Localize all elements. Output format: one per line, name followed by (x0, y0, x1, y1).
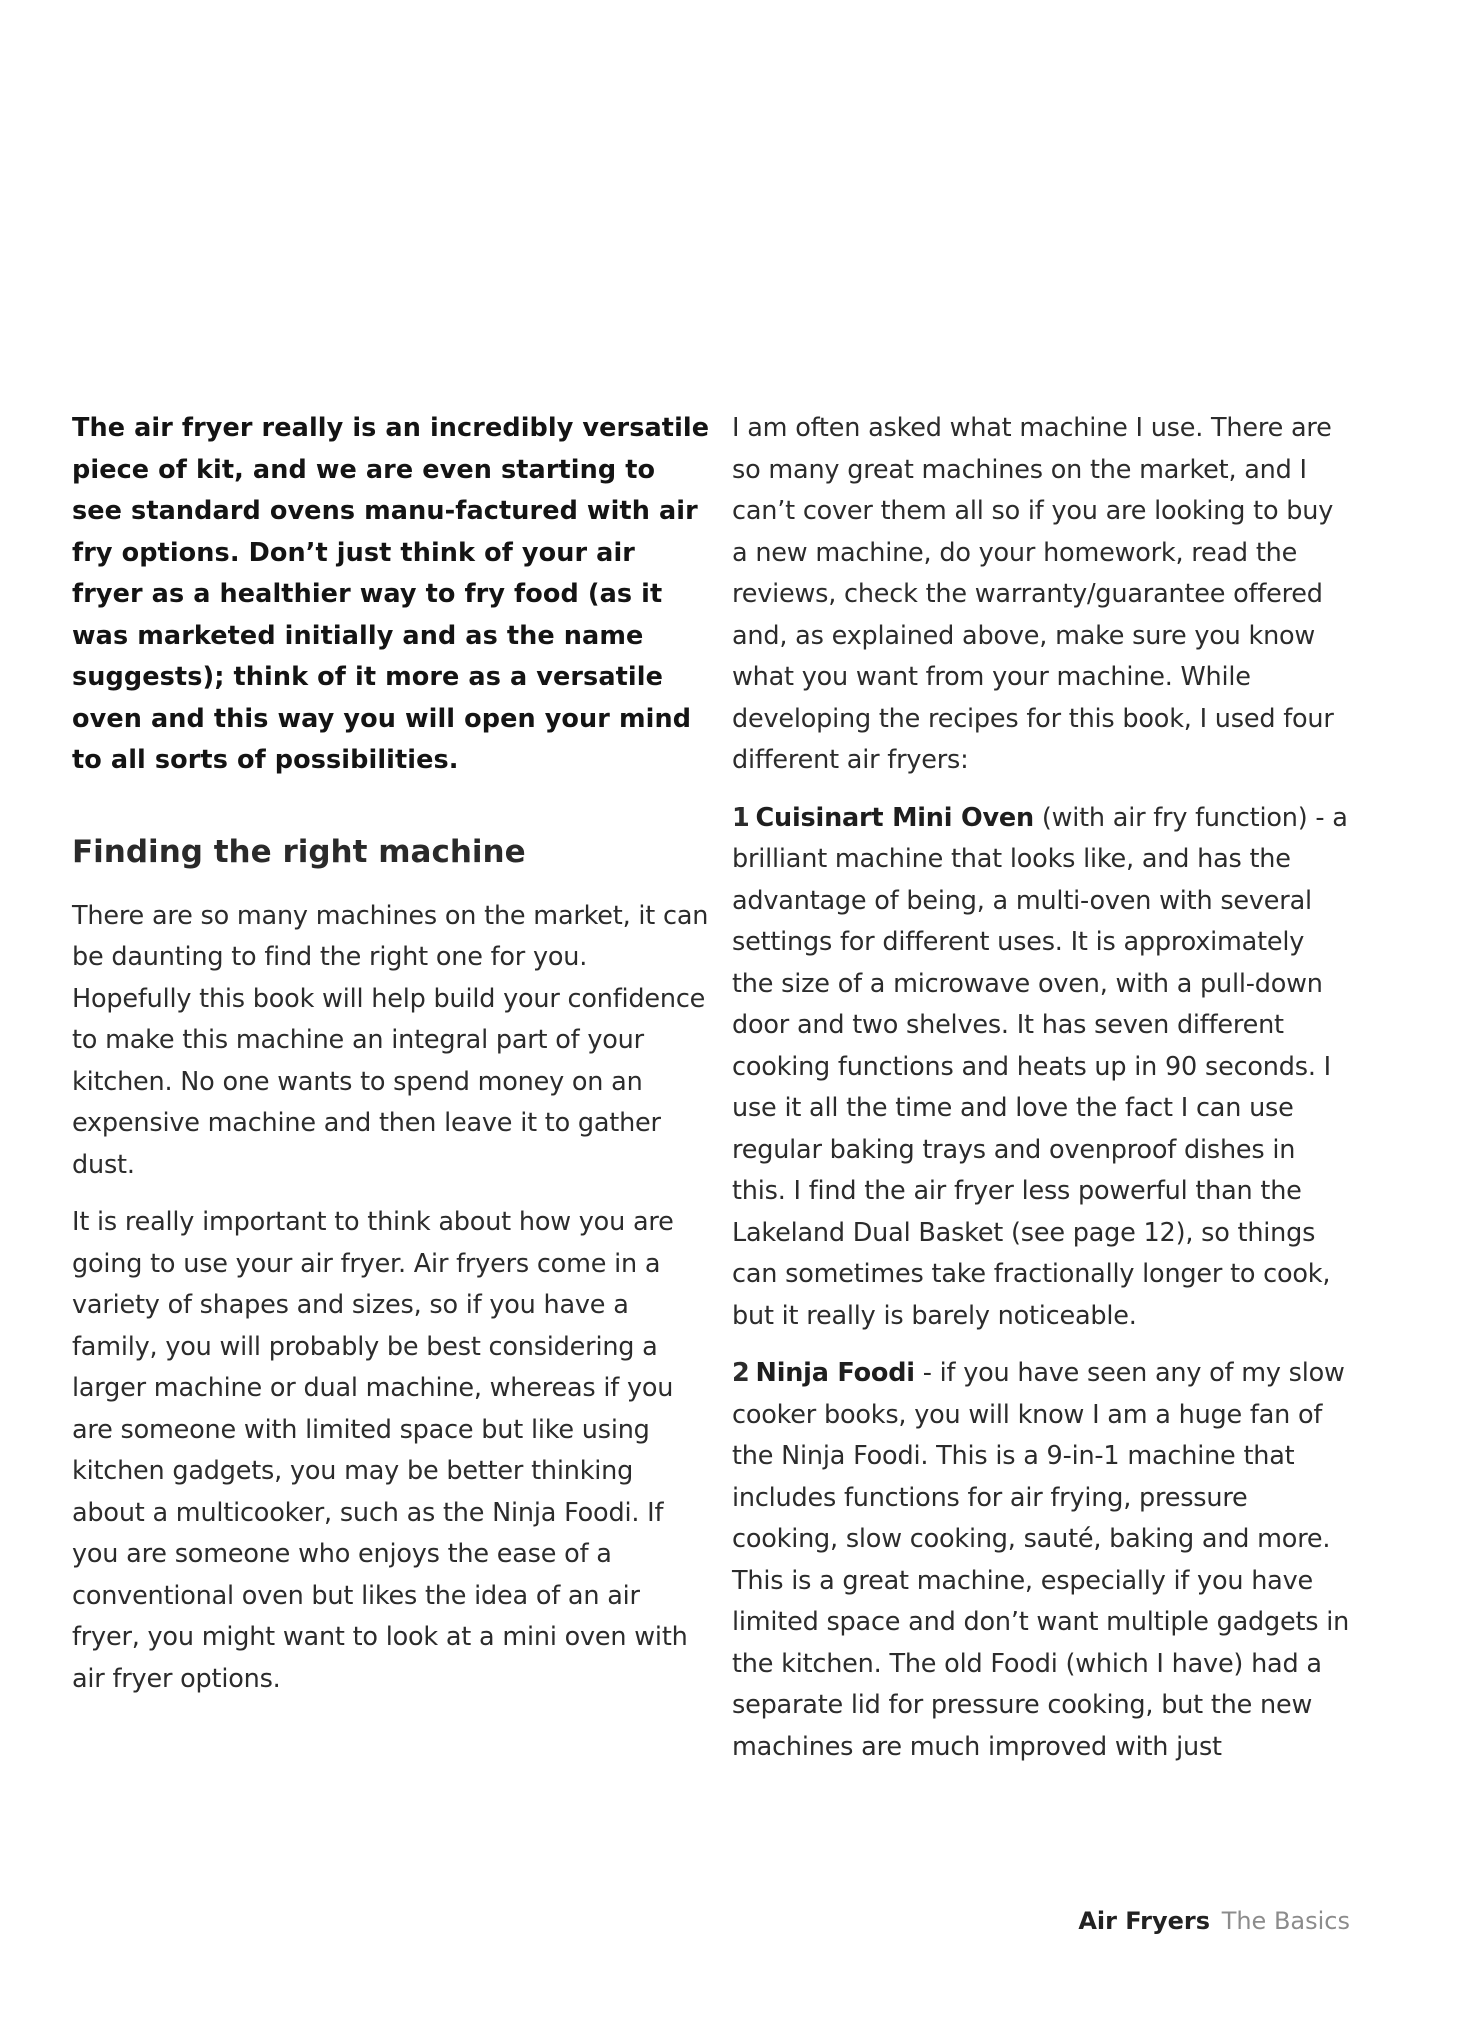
body-paragraph: I am often asked what machine I use. There are so many great machines on the market, and I can’t cover them all so if you are looking to buy a new machine, do your homework, read the reviews, check the warranty/guarantee offered and, as explained above, make sure you know what you want from your machine. While developing the recipes for this book, I used four different air fryers: (732, 413, 1334, 775)
machine-description: - if you have seen any of my slow cooker books, you will know I am a huge fan of the Ninja Foodi. This is a 9-in-1 machine that includes functions for air frying, pressure cooking, slow cooking, sauté, baking and more. This is a great machine, especially if you have limited space and don’t want multiple gadgets in the kitchen. The old Foodi (which I have) had a separate lid for pressure cooking, but the new machines are much improved with just (732, 1358, 1350, 1762)
machine-number: 2 (732, 1358, 750, 1388)
machine-name: Ninja Foodi (755, 1358, 915, 1388)
machine-item (732, 1353, 1352, 1768)
right-column (732, 408, 1352, 1784)
intro-paragraph: The air fryer really is an incredibly versatile piece of kit, and we are even starting to see standard ovens manu-factured with air fry options. Don’t just think of your air fryer as a healthier way to fry food (as it was marketed initially and as the name suggests); think of it more as a versatile oven and this way you will open your mind to all sorts of possibilities. (72, 413, 710, 775)
body-paragraph: There are so many machines on the market, it can be daunting to find the right one for you. Hopefully this book will help build your confidence to make this machine an integral part of your kitchen. No one wants to spend money on an expensive machine and then leave it to gather dust. (72, 900, 709, 1180)
machine-description: (with air fry function) - a brilliant machine that looks like, and has the advantage of being, a multi-oven with several settings for different uses. It is approximately the size of a microwave oven, with a pull-down door and two shelves. It has seven different cooking functions and heats up in 90 seconds. I use it all the time and love the fact I can use regular baking trays and ovenproof dishes in this. I find the air fryer less powerful than the Lakeland Dual Basket (see page 12), so things can sometimes take fractionally longer to cook, but it really is barely noticeable. (732, 802, 1348, 1331)
machine-number: 1 (732, 802, 750, 833)
footer-section-title: The Basics (1221, 1907, 1350, 1935)
left-column (72, 408, 712, 1716)
running-footer (1078, 1906, 1350, 1936)
machine-name: Cuisinart Mini Oven (755, 802, 1034, 833)
machine-item (732, 798, 1352, 1338)
body-paragraph: It is really important to think about how you are going to use your air fryer. Air fryers come in a variety of shapes and sizes, so if you have a family, you will probably be best considering a larger machine or dual machine, whereas if you are someone with limited space but like using kitchen gadgets, you may be better thinking about a multicooker, such as the Ninja Foodi. If you are someone who enjoys the ease of a conventional oven but likes the idea of an air fryer, you might want to look at a mini oven with air fryer options. (72, 1207, 688, 1694)
footer-book-title: Air Fryers (1078, 1907, 1211, 1935)
section-heading: Finding the right machine (72, 833, 526, 870)
